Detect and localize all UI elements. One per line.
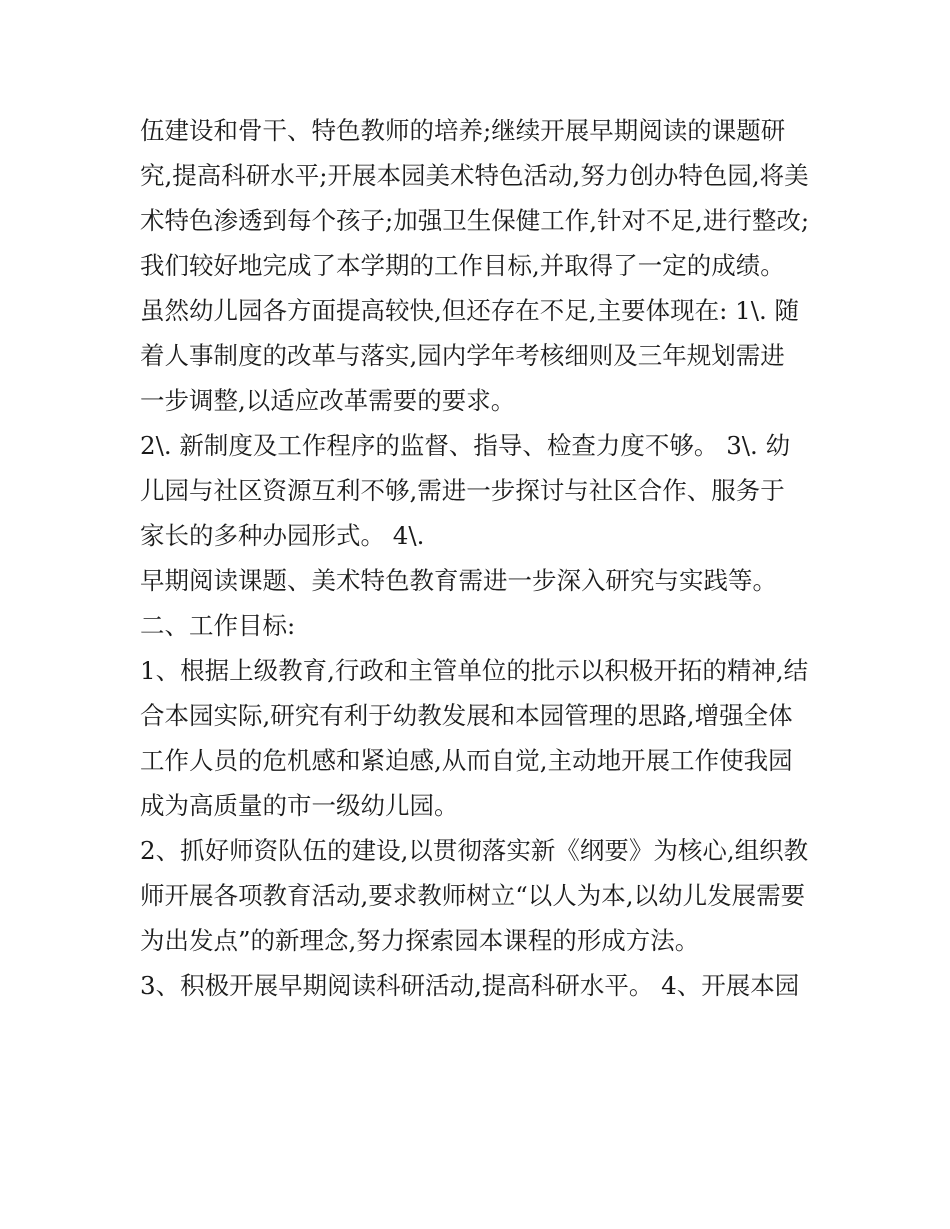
text-line: 我们较好地完成了本学期的工作目标,并取得了一定的成绩。 bbox=[140, 251, 785, 280]
text-line: 1、根据上级教育,行政和主管单位的批示以积极开拓的精神,结 bbox=[140, 656, 809, 685]
text-line: 早期阅读课题、美术特色教育需进一步深入研究与实践等。 bbox=[140, 566, 777, 595]
text-line: 2\. 新制度及工作程序的监督、指导、检查力度不够。 3\. 幼 bbox=[140, 431, 791, 460]
text-line: 着人事制度的改革与落实,园内学年考核细则及三年规划需进 bbox=[140, 341, 785, 370]
text-line: 成为高质量的市一级幼儿园。 bbox=[140, 791, 459, 820]
document-body bbox=[140, 108, 820, 1008]
section-heading: 二、工作目标: bbox=[140, 611, 296, 640]
text-line: 一步调整,以适应改革需要的要求。 bbox=[140, 386, 516, 415]
text-line: 究,提高科研水平;开展本园美术特色活动,努力创办特色园,将美 bbox=[140, 161, 809, 190]
text-line: 术特色渗透到每个孩子;加强卫生保健工作,针对不足,进行整改; bbox=[140, 206, 810, 235]
text-line: 2、抓好师资队伍的建设,以贯彻落实新《纲要》为核心,组织教 bbox=[140, 836, 809, 865]
text-line: 工作人员的危机感和紧迫感,从而自觉,主动地开展工作使我园 bbox=[140, 746, 793, 775]
text-line: 合本园实际,研究有利于幼教发展和本园管理的思路,增强全体 bbox=[140, 701, 793, 730]
text-line: 虽然幼儿园各方面提高较快,但还存在不足,主要体现在: 1\. 随 bbox=[140, 296, 800, 325]
text-line: 家长的多种办园形式。 4\. bbox=[140, 521, 425, 550]
text-line: 伍建设和骨干、特色教师的培养;继续开展早期阅读的课题研 bbox=[140, 116, 786, 145]
text-line: 儿园与社区资源互利不够,需进一步探讨与社区合作、服务于 bbox=[140, 476, 785, 505]
text-line: 师开展各项教育活动,要求教师树立“以人为本,以幼儿发展需要 bbox=[140, 881, 806, 910]
text-line: 3、积极开展早期阅读科研活动,提高科研水平。 4、开展本园 bbox=[140, 971, 800, 1000]
text-line: 为出发点”的新理念,努力探索园本课程的形成方法。 bbox=[140, 926, 700, 955]
